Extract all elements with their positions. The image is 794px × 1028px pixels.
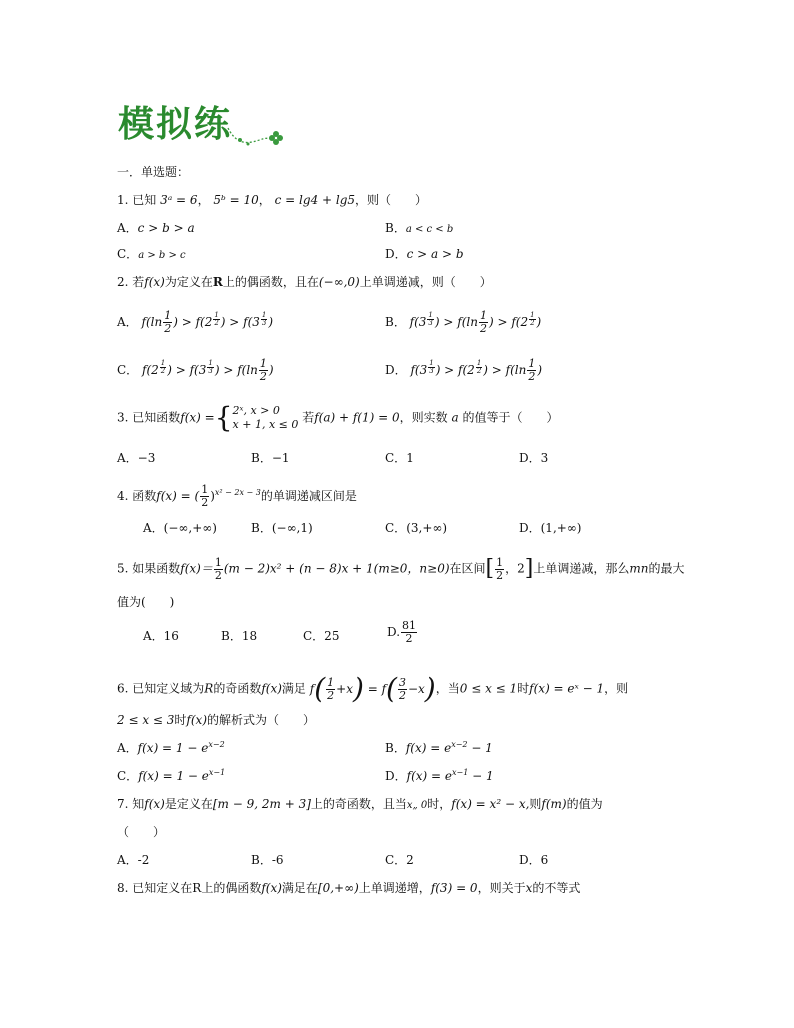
q6-option-d-value: f(x) = e [406,769,452,783]
q6-stem-d: ，当 [435,681,460,696]
q8-stem-d: 上单调递增， [358,881,431,895]
q3-option-a-label: A． [117,451,138,465]
q2-option-a-label: A． [117,315,138,329]
q7-stem-f: 的值为 [566,797,603,811]
q2-R: R [212,275,223,289]
q6-option-a-value: f(x) = 1 − e [137,741,209,755]
q2-stem-text: 2. 若 [117,275,145,289]
question-4-stem: 4. 函数f(x) = ( $\frac{1}{2}$ )$^{x^2 - 2x - 3}$的单调递减区间是 [117,483,357,509]
q1-option-c-label: C． [117,247,139,261]
q1-option-d-label: D． [385,247,407,261]
q3-option-d[interactable] [519,450,548,466]
q8-fx: f(x) [261,881,282,895]
q2-option-c[interactable]: C． f(2 $^{\frac{1}{2}}$ ) > f(3 $^{\frac{1}{3}}$ ) > f(ln $\frac{1}{2}$ ) [117,357,274,383]
q3-fx: f(x) = [180,410,215,425]
q6-stem-c: 满足 [281,681,306,696]
question-8-stem [117,880,580,896]
q7-option-b[interactable]: B．-6 [251,853,284,867]
page-title: 模拟练 [118,104,233,145]
section-heading: 一．单选题： [117,165,190,179]
q5-option-d-label: D. [387,625,401,639]
q5-option-a[interactable]: A．16 [143,629,179,643]
q6-line2-range: 2 ≤ x ≤ 3 [117,713,175,727]
q4-option-a-label: A． [143,521,164,535]
q4-option-b-value: (−∞,1) [271,521,313,535]
question-5-stem: 5. 如果函数f(x)＝ $\frac{1}{2}$ (m − 2)x² + (n − 8)x + 1(m≥0，n≥0)在区间[ $\frac{1}{2}$ ，2]上单调递减，那么mn的最大 [117,555,685,582]
q6-option-a[interactable] [117,740,225,756]
q6-stem-b: 的奇函数 [213,681,262,696]
q7-fm: f(m) [541,797,567,811]
q6-option-b-tail: − 1 [467,741,493,755]
q2-stem-d: 上单调递减，则（ ） [359,275,492,289]
q1-option-c-value: a > b > c [138,250,186,261]
question-1-stem [117,192,427,208]
q6-line2-b: 的解析式为（ ） [207,713,316,727]
q4-fx: f(x) = ( [156,489,200,503]
q6-stem-text: 6. 已知定义域为 [117,681,205,696]
q4-option-c-value: (3,+∞) [406,521,448,535]
q3-eq: f(a) + f(1) = 0 [314,410,400,425]
q6-option-c-label: C． [117,769,139,783]
q4-option-a[interactable] [143,520,217,536]
q6-option-a-label: A． [117,741,138,755]
q4-option-b-label: B． [251,521,272,535]
q3-option-d-value: 3 [540,451,549,465]
q7-interval: [m − 9, 2m + 3] [212,797,311,811]
q8-R: R [192,881,202,895]
q3-option-c[interactable] [385,450,414,466]
q7-stem-d: 时， [427,797,452,811]
q1-option-a[interactable] [117,220,195,236]
q5-expr: (m − 2)x² + (n − 8)x + 1(m≥0，n≥0) [223,561,450,576]
q1-option-a-value: c > b > a [137,221,195,235]
q1-option-b[interactable] [385,220,453,238]
q7-stem-e: 则 [529,797,542,811]
q1-option-b-value: a < c < b [405,224,454,235]
q7-cond: x„ 0 [406,800,428,811]
q8-eq: f(3) = 0 [430,881,478,895]
question-2-stem [117,274,492,290]
q3-option-c-value: 1 [406,451,414,465]
q6-range: 0 ≤ x ≤ 1 [459,681,518,696]
q5-fx: f(x)＝ [180,561,213,576]
q2-option-d[interactable]: D． f(3 $^{\frac{1}{3}}$ ) > f(2 $^{\frac{1}{2}}$ ) > f(ln $\frac{1}{2}$ ) [385,357,543,383]
q6-stem-e: 时 [517,681,530,696]
q2-option-b-label: B． [385,315,406,329]
question-7-stem-line2: （ ） [117,825,166,839]
q3-option-b[interactable] [251,450,290,466]
q3-option-c-label: C． [385,451,407,465]
q8-stem-c: 满足在 [281,881,318,895]
q6-R: R [204,681,214,696]
q4-option-b[interactable] [251,520,313,536]
q1-sep1: ， [197,193,210,207]
q6-option-b[interactable] [385,740,493,756]
q3-cases [233,404,299,432]
q6-option-d[interactable] [385,768,494,784]
q6-option-b-exp: x−2 [451,740,468,749]
q4-option-d-label: D． [519,521,541,535]
q5-stem-d: 的最大 [648,561,685,576]
q5-stem-b: 在区间 [449,561,486,576]
q8-stem-text: 8. 已知定义在 [117,881,193,895]
q4-option-d-value: (1,+∞) [540,521,582,535]
q5-stem-text: 5. 如果函数 [117,561,181,576]
q5-option-d[interactable]: D. $\frac{81}{2}$ [387,619,417,645]
q6-option-d-exp: x−1 [451,768,469,777]
q1-option-a-label: A． [117,221,138,235]
q1-eq2: 5ᵇ = 10 [213,193,259,207]
q2-option-a[interactable]: A． f(ln $\frac{1}{2}$ ) > f(2 $^{\frac{1}{2}}$ ) > f(3 $^{\frac{1}{3}}$ ) [117,309,274,335]
q7-stem-text: 7. 知 [117,797,145,811]
q6-option-b-label: B． [385,741,406,755]
q6-fx: f(x) [261,681,282,696]
q5-option-b[interactable]: B．18 [221,629,258,643]
q3-brace: { [214,401,233,434]
q4-option-a-value: (−∞,+∞) [163,521,217,535]
q2-option-b[interactable]: B． f(3 $^{\frac{1}{3}}$ ) > f(ln $\frac{1}{2}$ ) > f(2 $^{\frac{1}{2}}$ ) [385,309,542,335]
q6-option-c-exp: x−1 [208,768,226,777]
q3-var-a: a [451,410,459,425]
q6-option-d-label: D． [385,769,407,783]
q3-option-a[interactable] [117,450,155,466]
q1-option-b-label: B． [385,221,406,235]
q3-option-d-label: D． [519,451,541,465]
q4-exponent: x² − 2x − 3 [214,488,261,497]
q1-option-d-value: c > a > b [406,247,464,261]
q2-option-d-label: D． [385,363,407,377]
question-3-stem [117,401,559,434]
q5-stem-c: 上单调递减，那么 [533,561,630,576]
q8-interval: [0,+∞) [317,881,359,895]
q1-eq1: 3ᵃ = 6 [160,193,198,207]
q2-option-c-label: C． [117,363,139,377]
q1-sep2: ， [258,193,271,207]
q1-option-d[interactable] [385,246,464,262]
q8-stem-e: ，则关于 [477,881,526,895]
q2-fx: f(x) [144,275,165,289]
q8-stem-b: 上的偶函数 [201,881,262,895]
q3-stem-text: 3. 已知函数 [117,410,181,425]
q4-stem-text: 4. 函数 [117,489,157,503]
q7-option-c[interactable]: C．2 [385,853,414,867]
q6-option-d-tail: − 1 [468,769,494,783]
question-7-stem [117,796,603,814]
q6-option-b-value: f(x) = e [405,741,452,755]
q5-mn: mn [629,561,649,576]
q6-option-c[interactable] [117,768,225,784]
clover-vine-icon [226,122,286,152]
q3-option-b-value: −1 [271,451,290,465]
q2-stem-b: 为定义在 [164,275,213,289]
q6-def: f(x) = eˣ − 1 [529,681,605,696]
q7-option-a[interactable]: A．-2 [117,853,150,867]
q3-stem-b: 若 [302,410,315,425]
q6-stem-f: ，则 [604,681,629,696]
q1-eq3: c = lg4 + lg5 [274,193,356,207]
q5-option-c[interactable]: C．25 [303,629,340,643]
q8-x: x [525,881,533,895]
q4-option-c-label: C． [385,521,407,535]
q7-fx: f(x) [144,797,165,811]
q6-option-a-exp: x−2 [208,740,225,749]
q1-option-c[interactable] [117,246,186,264]
question-6-stem-line2 [117,712,315,728]
q4-option-c[interactable] [385,520,447,536]
question-6-stem: 6. 已知定义域为R的奇函数f(x)满足 f( $\frac{1}{2}$ +x) = f( $\frac{3}{2}$ −x)，当0 ≤ x ≤ 1时f(x) = eˣ − 1，则 [117,672,629,705]
q3-option-a-value: −3 [137,451,156,465]
q8-stem-f: 的不等式 [532,881,581,895]
q4-stem-b: 的单调递减区间是 [260,489,357,503]
q7-stem-c: 上的奇函数，且当 [310,797,407,811]
q1-stem-text: 1. 已知 [117,193,157,207]
q2-interval: (−∞,0) [318,275,360,289]
q1-tail: ，则（ ） [355,193,428,207]
q2-stem-c: 上的偶函数，且在 [222,275,319,289]
q3-stem-c: ，则实数 [399,410,448,425]
q6-option-c-value: f(x) = 1 − e [138,769,209,783]
q3-case-2: x + 1, x ≤ 0 [232,418,299,431]
q7-stem-b: 是定义在 [164,797,213,811]
q6-line2-fx: f(x) [186,713,207,727]
q3-case-1: 2ˣ, x > 0 [232,404,280,417]
q7-option-d[interactable]: D．6 [519,853,549,867]
q3-stem-d: 的值等于（ ） [462,410,559,425]
q4-option-d[interactable] [519,520,582,536]
q7-def: f(x) = x² − x, [451,797,530,811]
q3-option-b-label: B． [251,451,272,465]
question-5-stem-line2: 值为( ) [117,595,175,609]
q6-line2-a: 时 [174,713,187,727]
